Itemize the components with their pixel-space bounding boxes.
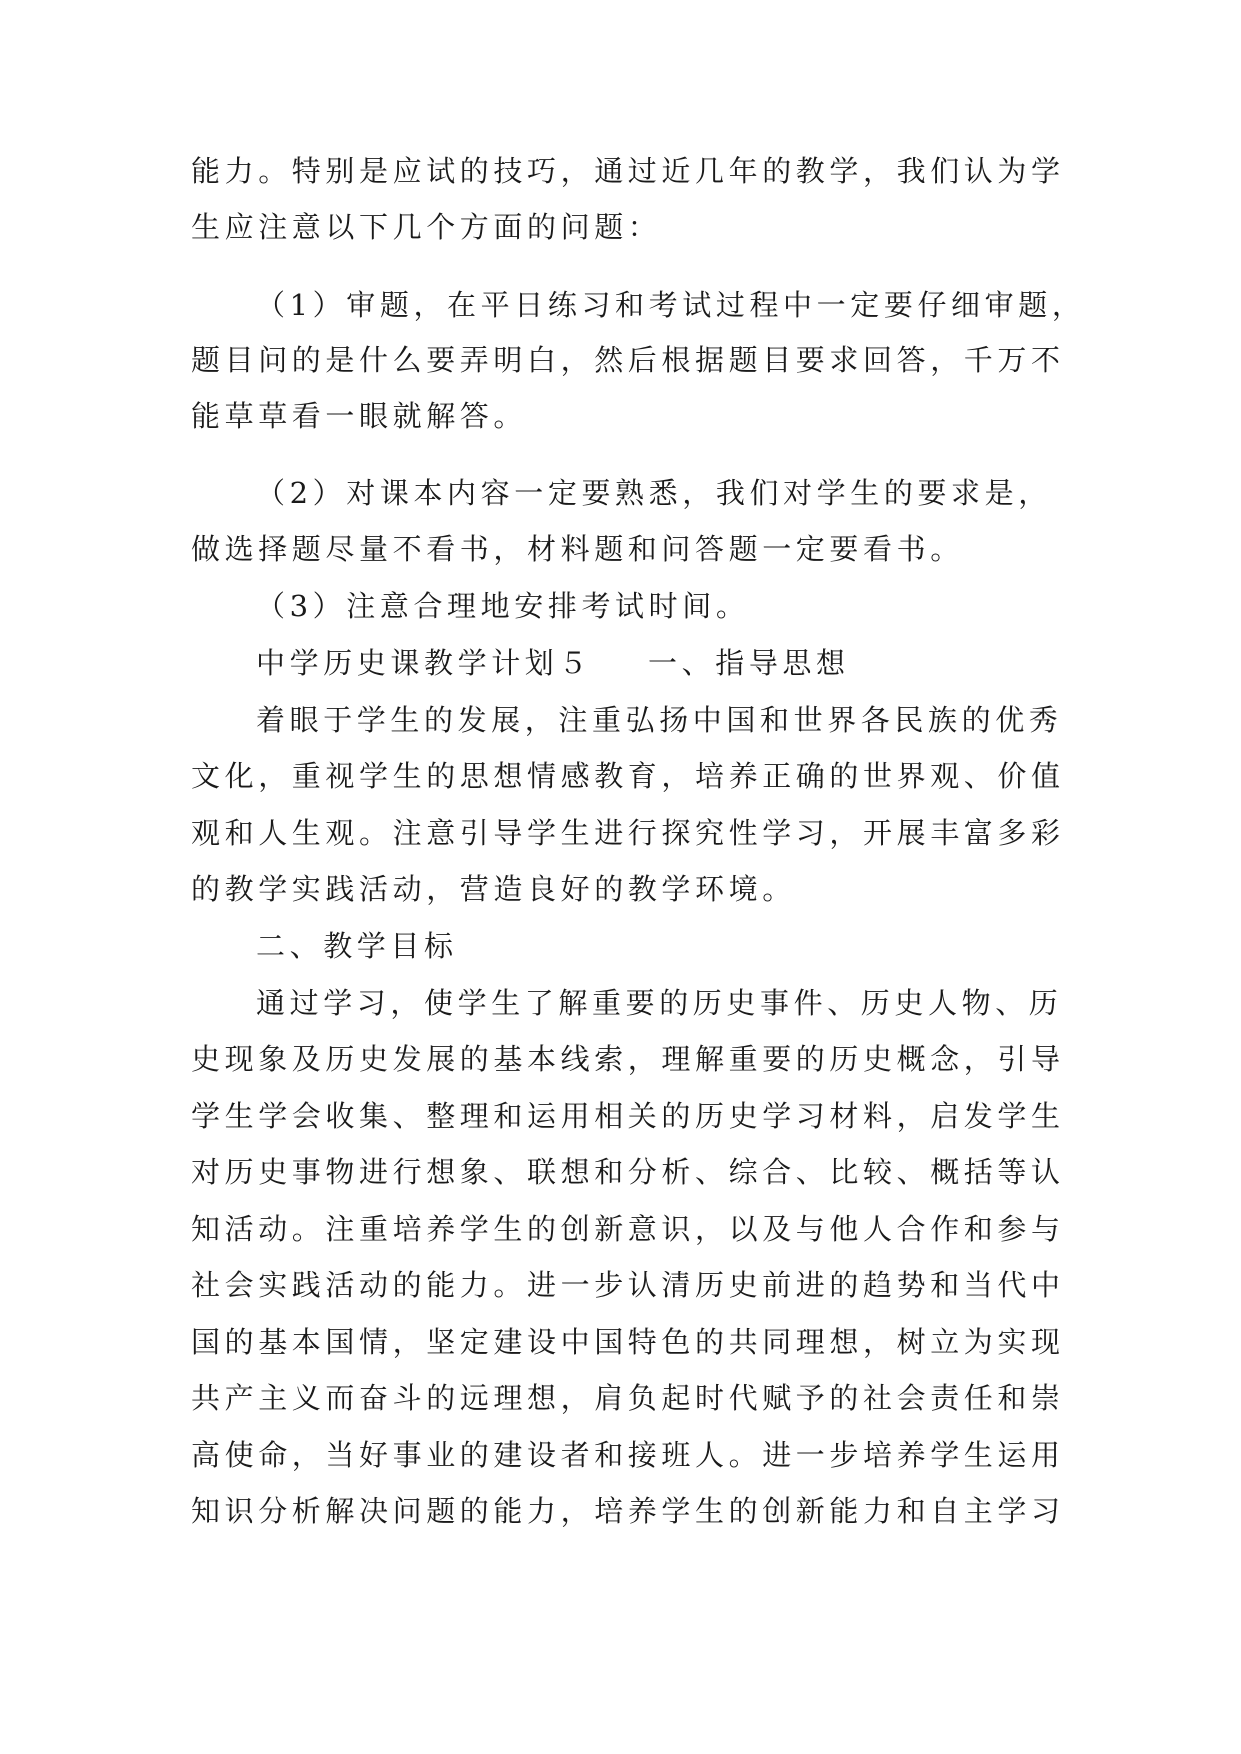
text-line: 能草草看一眼就解答。 [191, 399, 528, 433]
text-line: 知识分析解决问题的能力，培养学生的创新能力和自主学习 [191, 1494, 1065, 1528]
text-line: 的教学实践活动，营造良好的教学环境。 [191, 872, 796, 906]
text-line: 对历史事物进行想象、联想和分析、综合、比较、概括等认 [191, 1155, 1065, 1189]
text-line: 社会实践活动的能力。进一步认清历史前进的趋势和当代中 [191, 1268, 1065, 1302]
section-heading-line [256, 645, 850, 681]
text-line: 做选择题尽量不看书，材料题和问答题一定要看书。 [191, 532, 964, 566]
section-heading: 二、教学目标 [256, 929, 458, 963]
section-heading: 一、指导思想 [648, 646, 850, 680]
paragraph-line: 通过学习，使学生了解重要的历史事件、历史人物、历 [256, 986, 1063, 1020]
text-line: 生应注意以下几个方面的问题： [191, 210, 662, 244]
text-line: 史现象及历史发展的基本线索，理解重要的历史概念，引导 [191, 1042, 1065, 1076]
paragraph-line: （1）审题，在平日练习和考试过程中一定要仔细审题， [256, 288, 1086, 322]
plan-title: 中学历史课教学计划５ [256, 646, 593, 680]
text-line: 观和人生观。注意引导学生进行探究性学习，开展丰富多彩 [191, 816, 1065, 850]
text-line: 国的基本国情，坚定建设中国特色的共同理想，树立为实现 [191, 1325, 1065, 1359]
text-line: 高使命，当好事业的建设者和接班人。进一步培养学生运用 [191, 1438, 1065, 1472]
text-line: 知活动。注重培养学生的创新意识，以及与他人合作和参与 [191, 1212, 1065, 1246]
text-line: 共产主义而奋斗的远理想，肩负起时代赋予的社会责任和崇 [191, 1381, 1065, 1415]
text-line: 学生学会收集、整理和运用相关的历史学习材料，启发学生 [191, 1099, 1065, 1133]
paragraph-line: 着眼于学生的发展，注重弘扬中国和世界各民族的优秀 [256, 703, 1063, 737]
text-line: 能力。特别是应试的技巧，通过近几年的教学，我们认为学 [191, 154, 1065, 188]
paragraph-line: （2）对课本内容一定要熟悉，我们对学生的要求是， [256, 476, 1052, 510]
text-line: 题目问的是什么要弄明白，然后根据题目要求回答，千万不 [191, 343, 1065, 377]
text-line: 文化，重视学生的思想情感教育，培养正确的世界观、价值 [191, 759, 1065, 793]
paragraph-line: （3）注意合理地安排考试时间。 [256, 589, 750, 623]
